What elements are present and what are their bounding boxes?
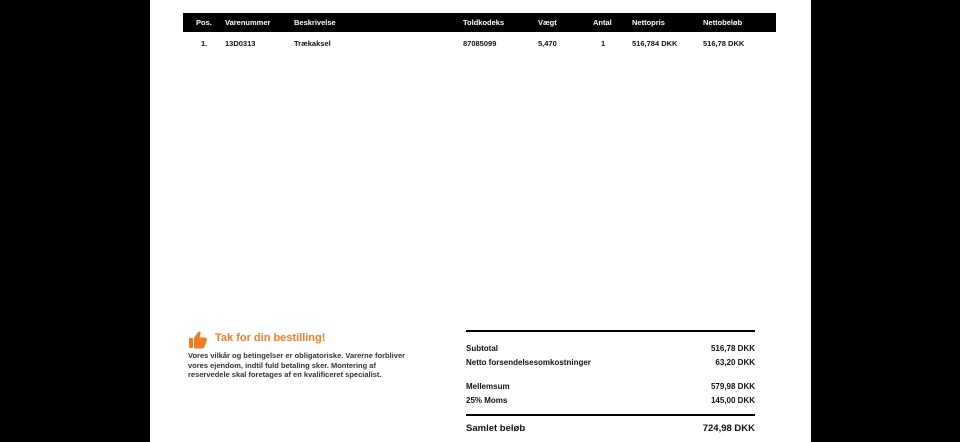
- header-nettobelob: Nettobeløb: [703, 18, 743, 27]
- mellemsum-value: 579,98 DKK: [710, 382, 755, 391]
- mellemsum-label: Mellemsum: [466, 382, 510, 391]
- totals-divider-top: [466, 330, 755, 332]
- header-pos: Pos.: [196, 18, 212, 27]
- header-antal: Antal: [593, 18, 612, 27]
- cell-nettobelob: 516,78 DKK: [703, 39, 745, 48]
- subtotal-value: 516,78 DKK: [710, 344, 755, 353]
- table-header: [183, 13, 776, 32]
- terms-text: Vores vilkår og betingelser er obligatoriske. Varerne forbliver vores ejendom, indtil fuld betaling sker. Montering af reservedele skal foretages af en kvalificeret specialist.: [188, 351, 406, 379]
- cell-vaegt: 5,470: [538, 39, 557, 48]
- subtotal-label: Subtotal: [466, 344, 498, 353]
- thank-you-title: Tak for din bestilling!: [215, 332, 326, 344]
- shipping-value: 63,20 DKK: [715, 358, 755, 367]
- header-vaegt: Vægt: [538, 18, 557, 27]
- invoice-page: [150, 0, 811, 442]
- header-varenummer: Varenummer: [225, 18, 271, 27]
- cell-toldkodeks: 87085099: [463, 39, 497, 48]
- totals-divider-bottom: [466, 414, 755, 416]
- cell-nettopris: 516,784 DKK: [632, 39, 678, 48]
- grand-total-value: 724,98 DKK: [702, 423, 755, 434]
- moms-value: 145,00 DKK: [710, 396, 755, 405]
- header-toldkodeks: Toldkodeks: [463, 18, 505, 27]
- grand-total-label: Samlet beløb: [466, 423, 526, 434]
- header-beskrivelse: Beskrivelse: [294, 18, 336, 27]
- cell-beskrivelse: Trækaksel: [294, 39, 331, 48]
- thumbs-up-icon: [188, 330, 208, 350]
- shipping-label: Netto forsendelsesomkostninger: [466, 358, 591, 367]
- moms-label: 25% Moms: [466, 396, 508, 405]
- cell-antal: 1: [601, 39, 606, 48]
- table-row: [183, 34, 776, 53]
- cell-pos: 1.: [201, 39, 208, 48]
- header-nettopris: Nettopris: [632, 18, 665, 27]
- cell-varenummer: 13D0313: [225, 39, 256, 48]
